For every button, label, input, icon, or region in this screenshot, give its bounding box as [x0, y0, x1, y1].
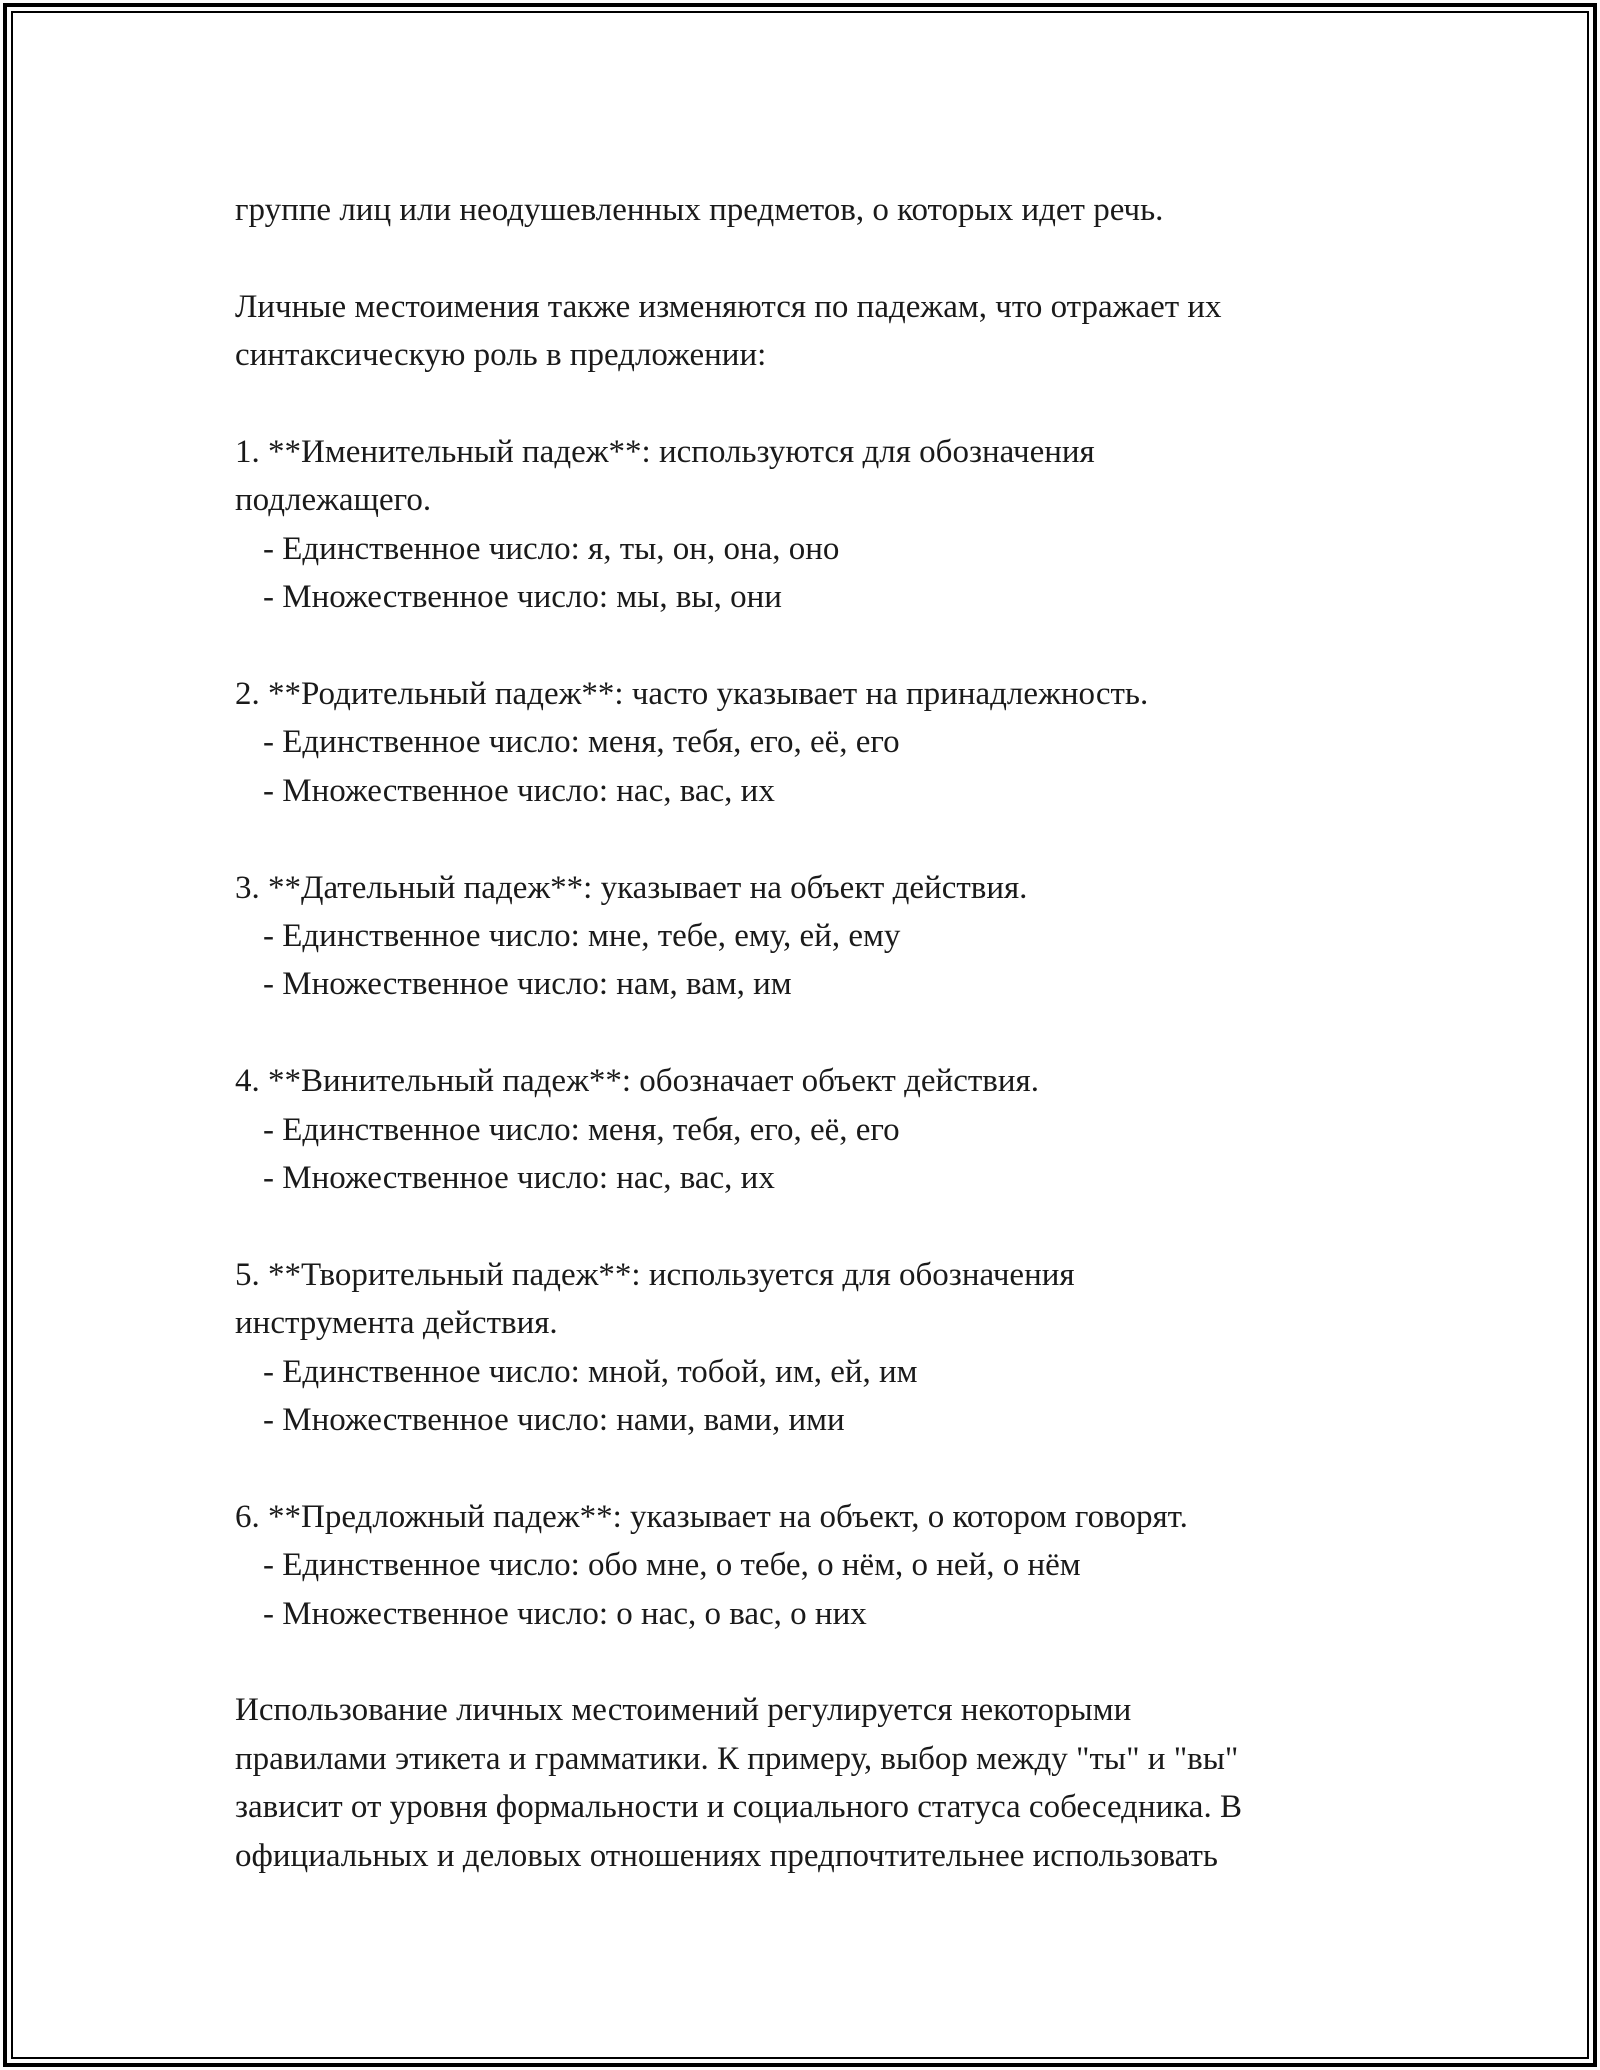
case-singular: - Единственное число: мне, тебе, ему, ей, ему [263, 918, 901, 955]
closing-line: официальных и деловых отношениях предпочтительнее использовать [235, 1837, 1218, 1874]
case-singular: - Единственное число: меня, тебя, его, её, его [263, 724, 900, 761]
case-plural: - Множественное число: нам, вам, им [263, 966, 792, 1003]
case-singular: - Единственное число: мной, тобой, им, ей, им [263, 1353, 918, 1390]
intro-tail: группе лиц или неодушевленных предметов, о которых идет речь. [235, 192, 1164, 228]
paragraph-gap [235, 1009, 1405, 1057]
case-heading: 1. **Именительный падеж**: используются для обозначения [235, 434, 1095, 470]
paragraph-gap [235, 815, 1405, 863]
case-heading: 6. **Предложный падеж**: указывает на объект, о котором говорят. [235, 1498, 1188, 1535]
paragraph-gap [235, 1638, 1405, 1686]
paragraph-gap [235, 1444, 1405, 1492]
case-singular: - Единственное число: меня, тебя, его, её, его [263, 1111, 900, 1148]
case-heading: 2. **Родительный падеж**: часто указывает на принадлежность. [235, 676, 1149, 713]
case-plural: - Множественное число: нас, вас, их [263, 772, 775, 809]
case-heading: 3. **Дательный падеж**: указывает на объект действия. [235, 869, 1028, 906]
closing-line: Использование личных местоимений регулируется некоторыми [235, 1692, 1132, 1729]
paragraph-gap [235, 622, 1405, 670]
paragraph-gap [235, 1202, 1405, 1250]
case-plural: - Множественное число: нами, вами, ими [263, 1402, 845, 1439]
case-plural: - Множественное число: мы, вы, они [263, 579, 782, 616]
closing-line: правилами этикета и грамматики. К примеру, выбор между "ты" и "вы" [235, 1740, 1239, 1777]
closing-line: зависит от уровня формальности и социального статуса собеседника. В [235, 1789, 1242, 1826]
paragraph-gap [235, 234, 1405, 282]
case-heading: 5. **Творительный падеж**: используется для обозначения [235, 1256, 1075, 1293]
cases-intro-line: синтаксическую роль в предложении: [235, 337, 767, 374]
case-heading: инструмента действия. [235, 1305, 558, 1342]
case-heading: подлежащего. [235, 482, 432, 519]
cases-intro-line: Личные местоимения также изменяются по падежам, что отражает их [235, 288, 1222, 325]
case-plural: - Множественное число: о нас, о вас, о них [263, 1595, 867, 1632]
case-heading: 4. **Винительный падеж**: обозначает объект действия. [235, 1063, 1039, 1100]
paragraph-gap [235, 380, 1405, 428]
case-singular: - Единственное число: я, ты, он, она, оно [263, 530, 840, 567]
document-body [235, 186, 1405, 1880]
case-plural: - Множественное число: нас, вас, их [263, 1160, 775, 1197]
case-singular: - Единственное число: обо мне, о тебе, о нём, о ней, о нём [263, 1547, 1081, 1584]
